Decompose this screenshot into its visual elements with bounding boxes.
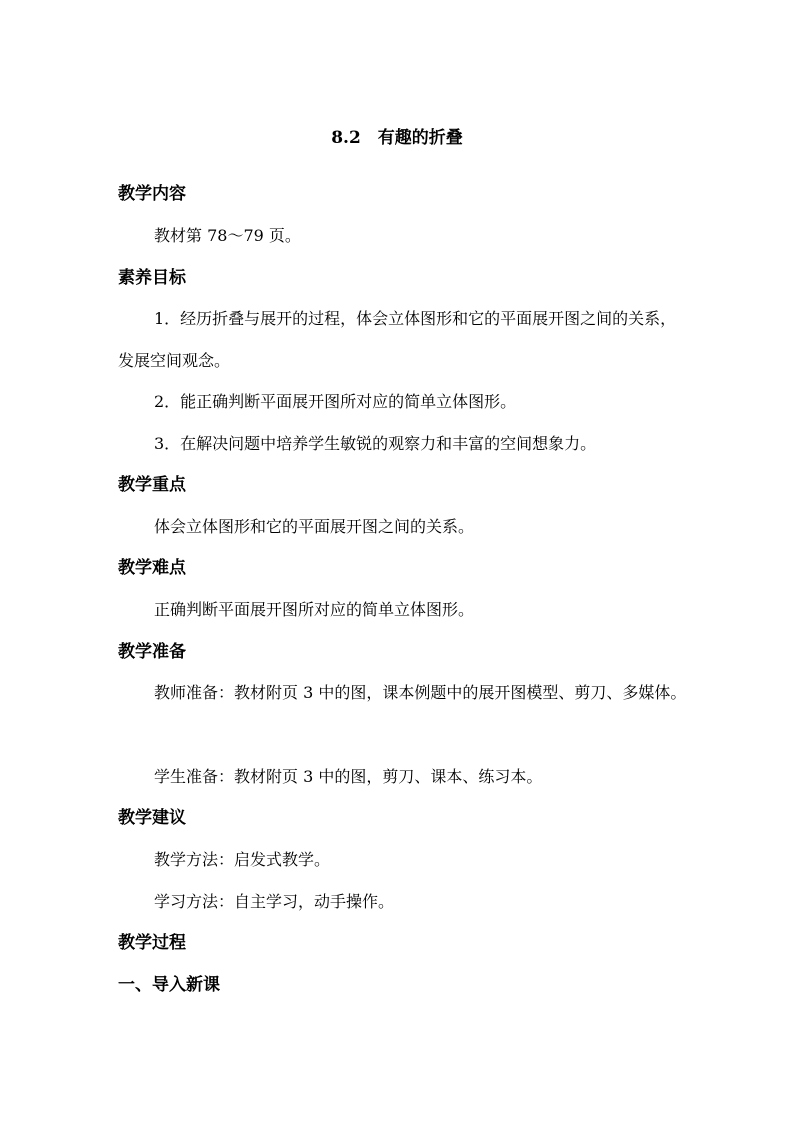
teaching-content-text: 教材第 78～79 页。 [154,226,301,245]
teaching-method: 教学方法：启发式教学。 [154,850,331,869]
goal-item-1: 1．经历折叠与展开的过程，体会立体图形和它的平面展开图之间的关系，发展空间观念。 [118,309,677,370]
heading-teaching-content: 教学内容 [118,184,186,204]
goal-item-2: 2．能正确判断平面展开图所对应的简单立体图形。 [154,392,517,411]
document-title: 8.2 有趣的折叠 [331,128,463,148]
heading-preparation: 教学准备 [118,642,186,662]
process-step-1-heading: 一、导入新课 [118,975,220,995]
student-preparation: 学生准备：教材附页 3 中的图，剪刀、课本、练习本。 [154,767,543,786]
learning-method: 学习方法：自主学习，动手操作。 [154,892,395,911]
key-points-text: 体会立体图形和它的平面展开图之间的关系。 [154,517,475,536]
heading-literacy-goals: 素养目标 [118,268,186,288]
heading-suggestions: 教学建议 [118,808,186,828]
heading-key-points: 教学重点 [118,475,186,495]
heading-difficulties: 教学难点 [118,558,186,578]
difficulties-text: 正确判断平面展开图所对应的简单立体图形。 [154,600,475,619]
teacher-preparation: 教师准备：教材附页 3 中的图，课本例题中的展开图模型、剪刀、多媒体。 [154,683,687,702]
heading-teaching-process: 教学过程 [118,933,186,953]
goal-item-3: 3．在解决问题中培养学生敏锐的观察力和丰富的空间想象力。 [154,434,597,453]
